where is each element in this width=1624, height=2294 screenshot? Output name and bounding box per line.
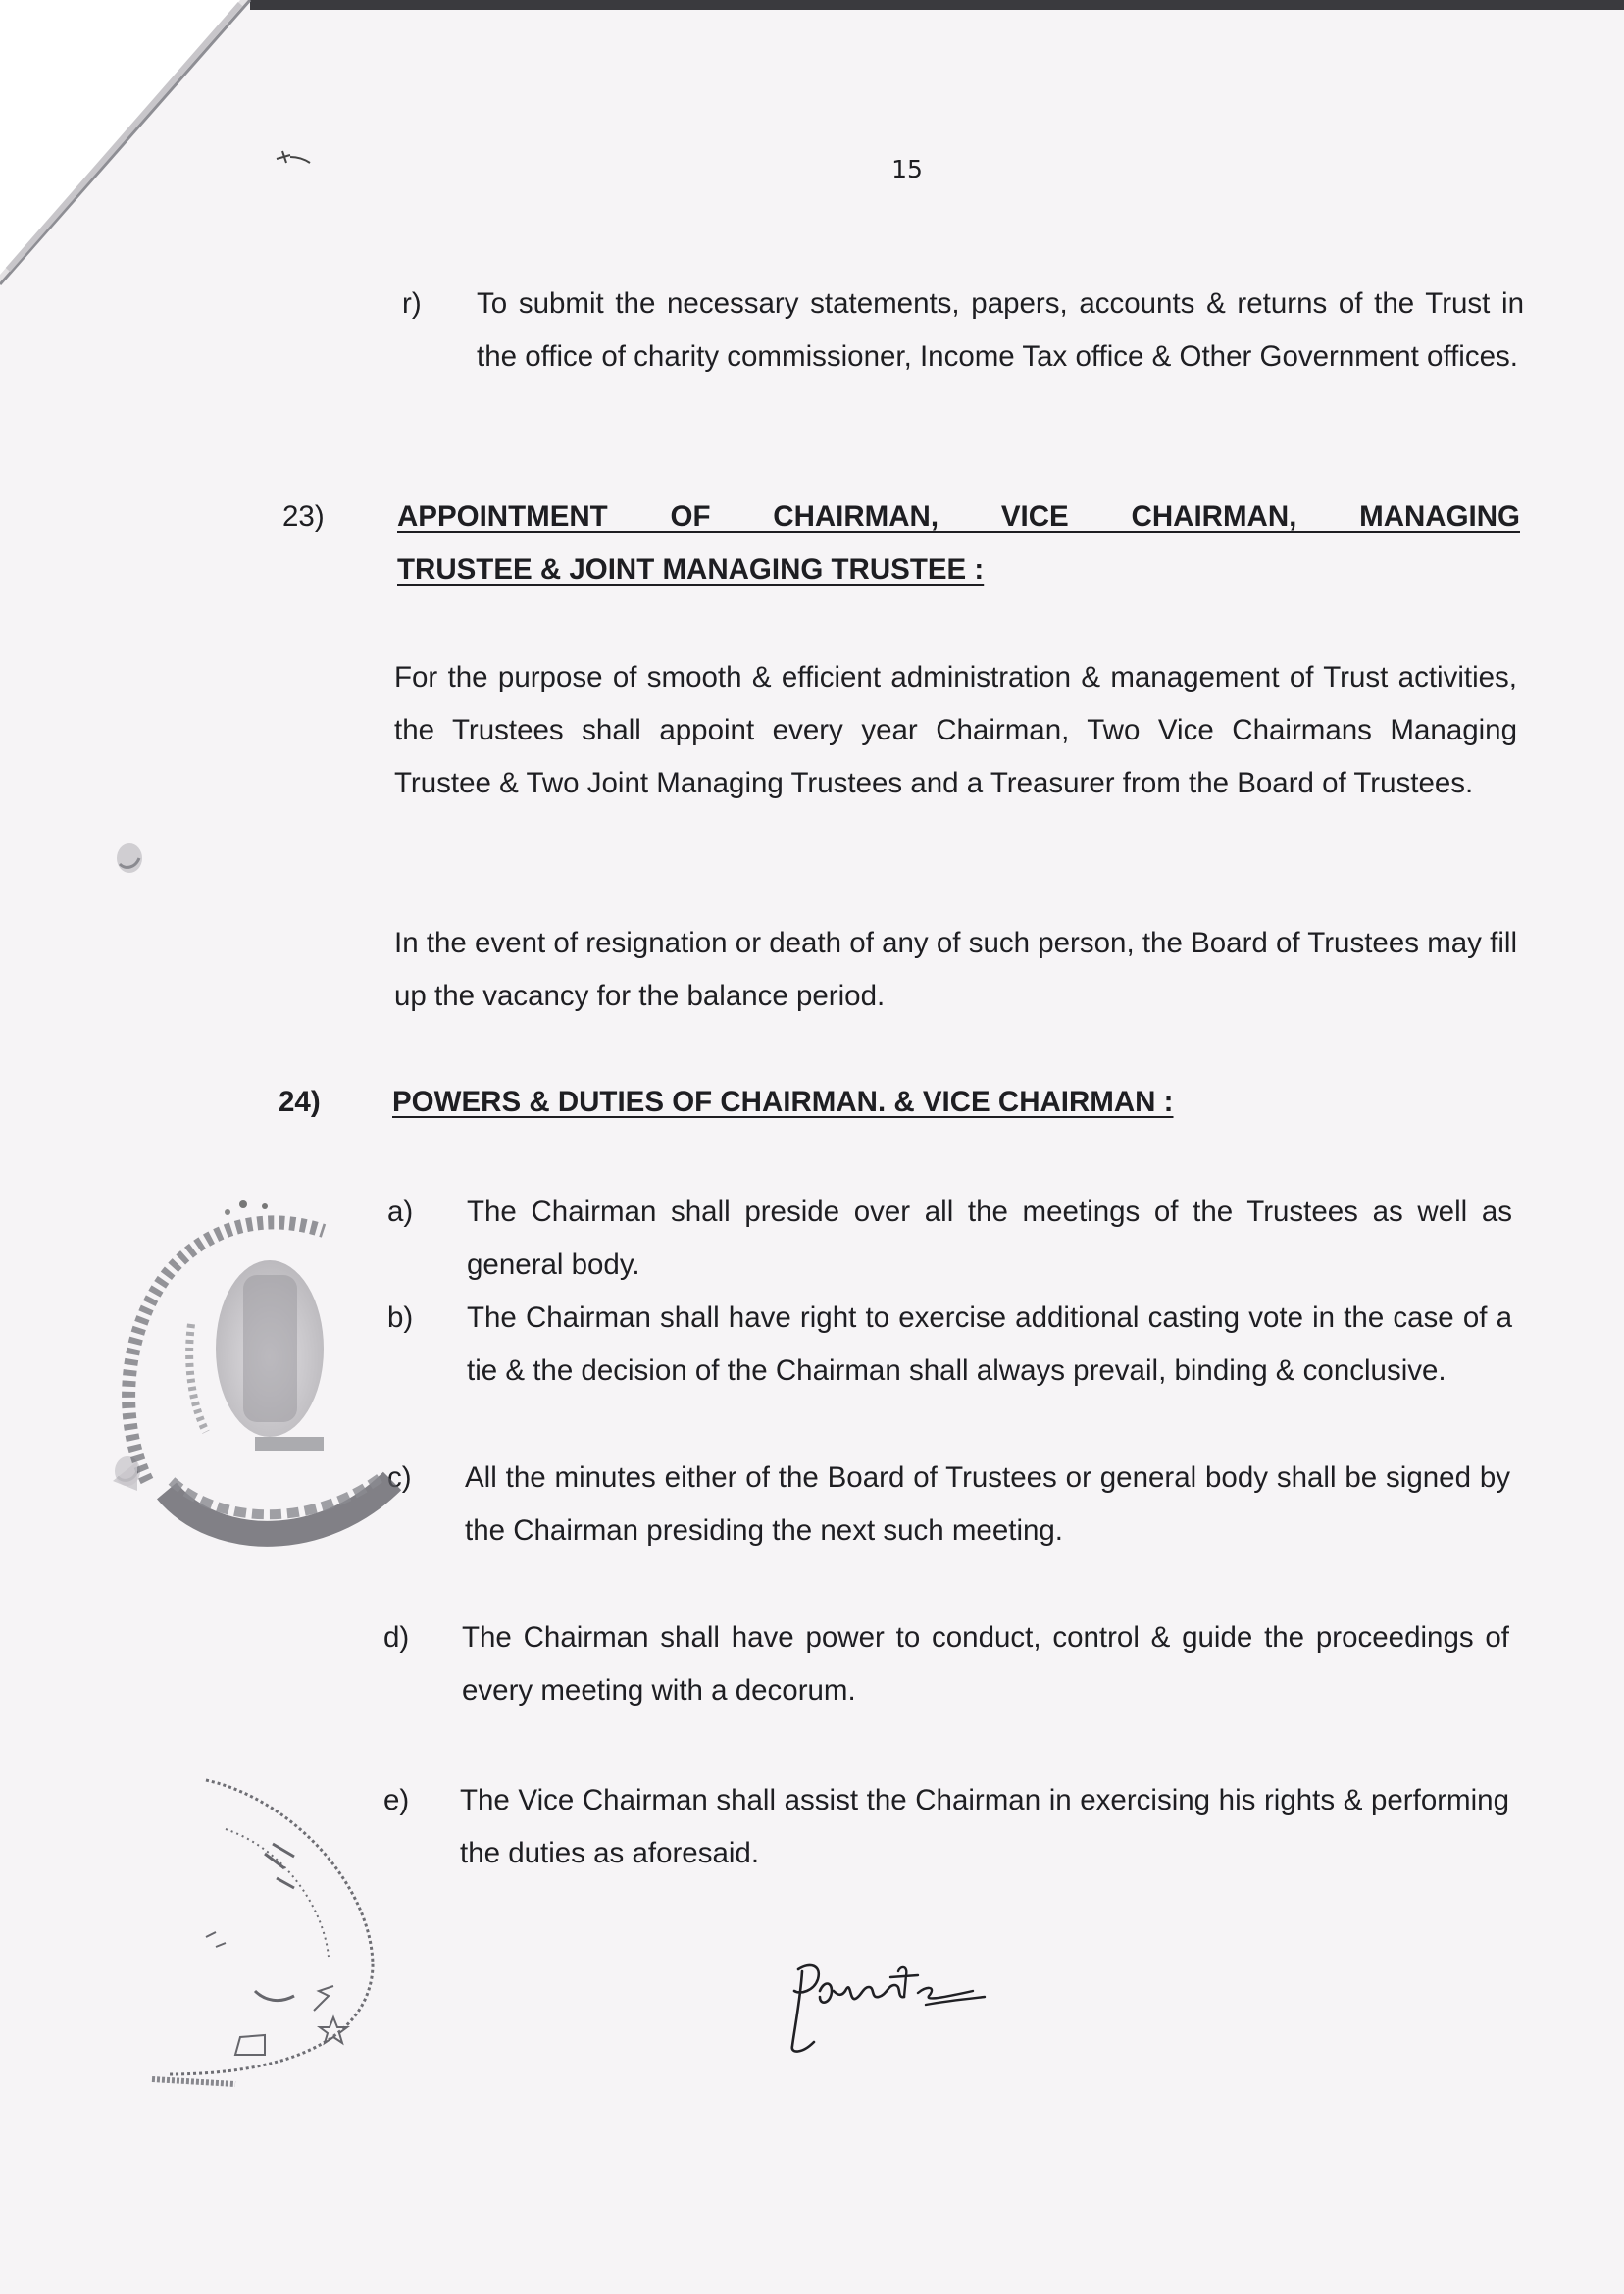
section-24-heading: POWERS & DUTIES OF CHAIRMAN. & VICE CHAIRMAN :	[392, 1086, 1174, 1118]
government-seal-stamp	[98, 1187, 431, 1569]
section-23-number: 23)	[282, 500, 325, 533]
item-e-text: The Vice Chairman shall assist the Chairman in exercising his rights & performing the duties as aforesaid.	[460, 1784, 1509, 1869]
stray-mark	[273, 145, 322, 175]
circular-office-stamp	[147, 1760, 402, 2094]
section-23-paragraph-2: In the event of resignation or death of any of such person, the Board of Trustees may fill up the vacancy for the balance period.	[394, 927, 1517, 1012]
signature	[781, 1952, 996, 2060]
item-d-marker: d)	[383, 1621, 410, 1654]
item-b-marker: b)	[387, 1301, 414, 1334]
punch-hole-mark	[110, 839, 149, 878]
item-a-marker: a)	[387, 1196, 414, 1228]
item-r-marker: r)	[402, 287, 422, 320]
section-24-number: 24)	[279, 1086, 321, 1118]
section-23-paragraph-1: For the purpose of smooth & efficient administration & management of Trust activities, the Trustees shall appoint every year Chairman, Two Vice Chairmans Managing Trustee & Two Joint Managing Trustees and a Treasurer from the Board of Trustees.	[394, 661, 1517, 799]
section-23-heading-line-1: APPOINTMENT OF CHAIRMAN, VICE CHAIRMAN, MANAGING	[397, 500, 1520, 533]
top-edge-rule	[250, 0, 1624, 10]
item-e-marker: e)	[383, 1784, 410, 1816]
page-number: 15	[891, 155, 923, 183]
item-r-text: To submit the necessary statements, papers, accounts & returns of the Trust in the office of charity commissioner, Income Tax office & Other Government offices.	[477, 287, 1524, 373]
section-23-heading-line-2: TRUSTEE & JOINT MANAGING TRUSTEE :	[397, 553, 985, 586]
item-c-marker: c)	[387, 1461, 412, 1494]
item-b-text: The Chairman shall have right to exercise additional casting vote in the case of a tie & the decision of the Chairman shall always prevail, binding & conclusive.	[467, 1301, 1512, 1387]
folded-corner-shadow	[0, 0, 294, 314]
item-c-text: All the minutes either of the Board of Trustees or general body shall be signed by the Chairman presiding the next such meeting.	[465, 1461, 1510, 1547]
item-a-text: The Chairman shall preside over all the meetings of the Trustees as well as general body.	[467, 1196, 1512, 1281]
item-d-text: The Chairman shall have power to conduct, control & guide the proceedings of every meeting with a decorum.	[462, 1621, 1509, 1707]
